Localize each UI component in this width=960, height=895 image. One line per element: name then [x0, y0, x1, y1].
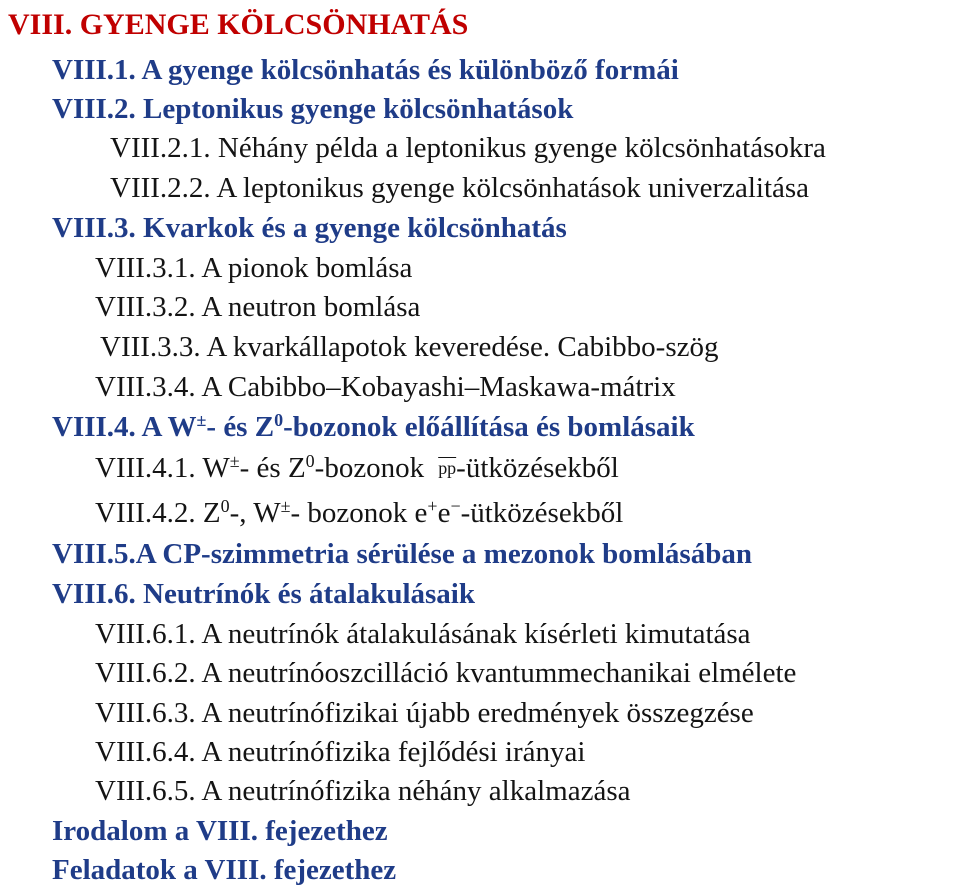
- superscript: ±: [229, 451, 240, 472]
- superscript: 0: [305, 451, 315, 472]
- item-text: - bozonok e: [290, 497, 428, 529]
- subsection-item: VIII.6.1. A neutrínók átalakulásának kísérleti kimutatása: [95, 618, 751, 650]
- item-text: - és Z: [239, 452, 306, 484]
- item-text: e: [437, 497, 451, 529]
- superscript: −: [450, 496, 461, 517]
- section-heading: VIII.3. Kvarkok és a gyenge kölcsönhatás: [52, 212, 567, 244]
- superscript: ±: [280, 496, 291, 517]
- section-heading: VIII.6. Neutrínók és átalakulásaik: [52, 578, 475, 610]
- section-heading: VIII.5.A CP-szimmetria sérülése a mezonok bomlásában: [52, 538, 752, 570]
- item-text: VIII.4.2. Z: [95, 497, 221, 529]
- subsection-item: VIII.6.4. A neutrínófizika fejlődési irányai: [95, 736, 586, 768]
- superscript: ±: [196, 410, 207, 431]
- heading-text: VIII.4. A W: [52, 411, 197, 443]
- item-text: -ütközésekből: [456, 452, 619, 484]
- section-heading: VIII.2. Leptonikus gyenge kölcsönhatások: [52, 93, 574, 125]
- heading-text: - és Z: [206, 411, 275, 443]
- heading-text: -bozonok előállítása és bomlásaik: [283, 411, 695, 443]
- item-text: -, W: [229, 497, 281, 529]
- superscript: 0: [220, 496, 230, 517]
- superscript: +: [427, 496, 438, 517]
- section-heading: Feladatok a VIII. fejezethez: [52, 854, 397, 886]
- subsection-item: VIII.2.1. Néhány példa a leptonikus gyenge kölcsönhatásokra: [110, 132, 826, 164]
- subsection-item: VIII.6.2. A neutrínóoszcilláció kvantummechanikai elmélete: [95, 657, 797, 689]
- subsection-item: [95, 496, 623, 530]
- item-text: -bozonok: [314, 452, 425, 484]
- subsection-item: VIII.6.5. A neutrínófizika néhány alkalmazása: [95, 775, 631, 807]
- item-text: VIII.4.1. W: [95, 452, 230, 484]
- subsection-item: VIII.6.3. A neutrínófizikai újabb eredmények összegzése: [95, 697, 754, 729]
- section-heading: [52, 410, 695, 444]
- section-heading: Irodalom a VIII. fejezethez: [52, 815, 388, 847]
- subsection-item: VIII.3.1. A pionok bomlása: [95, 252, 413, 284]
- subsection-item: VIII.3.3. A kvarkállapotok keveredése. Cabibbo-szög: [100, 331, 719, 363]
- superscript: 0: [274, 410, 284, 431]
- subsection-item: VIII.3.2. A neutron bomlása: [95, 291, 421, 323]
- section-heading: VIII.1. A gyenge kölcsönhatás és különböző formái: [52, 54, 679, 86]
- subsection-item: VIII.3.4. A Cabibbo–Kobayashi–Maskawa-mátrix: [95, 371, 676, 403]
- proton-antiproton-symbol: $\overline{pp}$: [438, 458, 457, 478]
- item-text: -ütközésekből: [460, 497, 624, 529]
- subsection-item: VIII.2.2. A leptonikus gyenge kölcsönhatások univerzalitása: [110, 172, 810, 204]
- chapter-title: VIII. GYENGE KÖLCSÖNHATÁS: [8, 8, 469, 41]
- subsection-item: [95, 451, 619, 488]
